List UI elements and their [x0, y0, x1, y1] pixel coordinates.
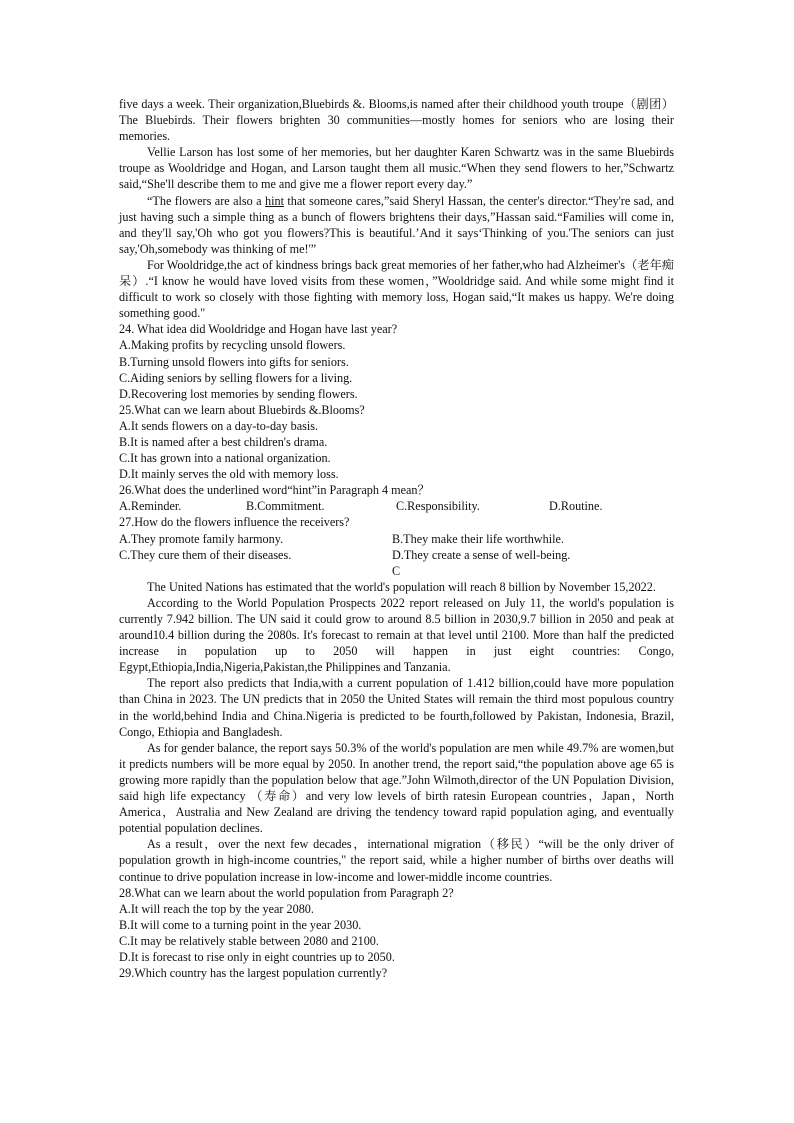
question-25-option-d: D.It mainly serves the old with memory loss.: [119, 467, 339, 482]
question-25-option-b: B.It is named after a best children's drama.: [119, 434, 328, 449]
question-25-option-a: A.It sends flowers on a day-to-day basis.: [119, 418, 319, 433]
passage-b-paragraph-wooldridge: For Wooldridge,the act of kindness brings back great memories of her father,who had Alzheimer's（老年痴呆）.“I know he would have loved visits from these women，”Wooldridge said. And while some might find it difficult to work so closely with those fighting with memory loss, Hogan said,“It makes us happy. We're doing something good.": [119, 257, 674, 321]
question-27-option-d: D.They create a sense of well-being.: [392, 547, 571, 562]
question-24-option-b: B.Turning unsold flowers into gifts for seniors.: [119, 354, 349, 369]
passage-b-paragraph-vellie: Vellie Larson has lost some of her memories, but her daughter Karen Schwartz was in the same Bluebirds troupe as Wooldridge and Hogan, and Larson taught them all music.“When they send flowers to her,”Schwartz said,“She'll describe them to me and give me a flower report every day.”: [119, 145, 674, 192]
passage-c-label: C: [392, 563, 401, 578]
question-24-stem: 24. What idea did Wooldridge and Hogan have last year?: [119, 322, 398, 337]
question-24-option-a: A.Making profits by recycling unsold flowers.: [119, 338, 346, 353]
passage-b-continued-paragraph: five days a week. Their organization,Bluebirds &. Blooms,is named after their childhood youth troupe（剧团）The Bluebirds. Their flowers brighten 30 communities—mostly homes for seniors who are losing their memories.: [119, 97, 674, 144]
passage-c-paragraph-2: According to the World Population Prospects 2022 report released on July 11, the world's population is currently 7.942 billion. The UN said it could grow to around 8.5 billion in 2030,9.7 billion in 2050 and peak at around10.4 billion during the 2080s. It's forecast to remain at that level until 2100. More than half the predicted increase in population up to 2050 will happen in just eight countries: Congo, Egypt,Ethiopia,India,Nigeria,Pakistan,the Philippines and Tanzania.: [119, 595, 674, 675]
question-28-option-d: D.It is forecast to rise only in eight countries up to 2050.: [119, 949, 395, 964]
question-27-option-b: B.They make their life worthwhile.: [392, 531, 564, 546]
question-25-option-c: C.It has grown into a national organization.: [119, 451, 331, 466]
question-28-option-b: B.It will come to a turning point in the year 2030.: [119, 917, 362, 932]
question-24-option-c: C.Aiding seniors by selling flowers for a living.: [119, 370, 353, 385]
question-25-stem: 25.What can we learn about Bluebirds &.Blooms?: [119, 402, 365, 417]
question-24-option-d: D.Recovering lost memories by sending flowers.: [119, 386, 358, 401]
question-27-option-c: C.They cure them of their diseases.: [119, 547, 292, 562]
passage-c-paragraph-3: The report also predicts that India,with a current population of 1.412 billion,could have more population than China in 2023. The UN predicts that in 2050 the United States will remain the third most populous country in the world,behind India and China.Nigeria is predicted to be fourth,followed by Pakistan, Indonesia, Brazil, Congo, Ethiopia and Bangladesh.: [119, 676, 674, 739]
question-26-option-c: C.Responsibility.: [396, 499, 480, 514]
passage-b-paragraph-hint: [119, 193, 674, 257]
question-28-stem: 28.What can we learn about the world population from Paragraph 2?: [119, 885, 454, 900]
question-28-option-c: C.It may be relatively stable between 2080 and 2100.: [119, 933, 379, 948]
question-27-stem: 27.How do the flowers influence the receivers?: [119, 515, 350, 530]
question-27-option-a: A.They promote family harmony.: [119, 531, 284, 546]
passage-c-paragraph-1: The United Nations has estimated that the world's population will reach 8 billion by November 15,2022.: [147, 579, 656, 594]
passage-c-paragraph-5: As a result，over the next few decades，international migration（移民）“will be the only driver of population growth in high-income countries," the report said, while a higher number of births over deaths will continue to drive population increase in low-income and lower-middle income countries.: [119, 837, 674, 884]
question-26-option-d: D.Routine.: [549, 499, 603, 514]
question-27-options-row-2: [119, 547, 674, 563]
question-26-options: [119, 498, 674, 514]
question-26-option-a: A.Reminder.: [119, 499, 182, 514]
question-29-stem: 29.Which country has the largest population currently?: [119, 966, 388, 981]
hint-text-before: “The flowers are also a: [147, 193, 266, 208]
question-26-option-b: B.Commitment.: [246, 499, 325, 514]
exam-page: [119, 96, 674, 981]
hint-text-after: that someone cares,”said Sheryl Hassan, the center's director.“They're sad, and just having such a simple thing as a bunch of flowers brightens their days,”Hassan said.“Families will come in, and they'll say,'Oh who got you flowers?This is beautiful.’And it says‘Thinking of you.'The seniors can just say,'Oh,somebody was thinking of me!'”: [119, 193, 674, 256]
question-26-stem: 26.What does the underlined word“hint”in Paragraph 4 mean？: [119, 483, 430, 498]
question-28-option-a: A.It will reach the top by the year 2080.: [119, 901, 314, 916]
question-27-options-row-1: [119, 531, 674, 547]
underlined-word-hint: hint: [265, 193, 284, 208]
passage-c-paragraph-4: As for gender balance, the report says 50.3% of the world's population are men while 49.7% are women,but it predicts numbers will be more equal by 2050. In another trend, the report said,“the population above age 65 is growing more rapidly than the population below that age.”John Wilmoth,director of the UN Population Division, said high life expectancy （寿命）and very low levels of birth ratesin European countries，Japan，North America，Australia and New Zealand are driving the tendency toward rapid population aging, and eventually potential population declines.: [119, 740, 674, 836]
